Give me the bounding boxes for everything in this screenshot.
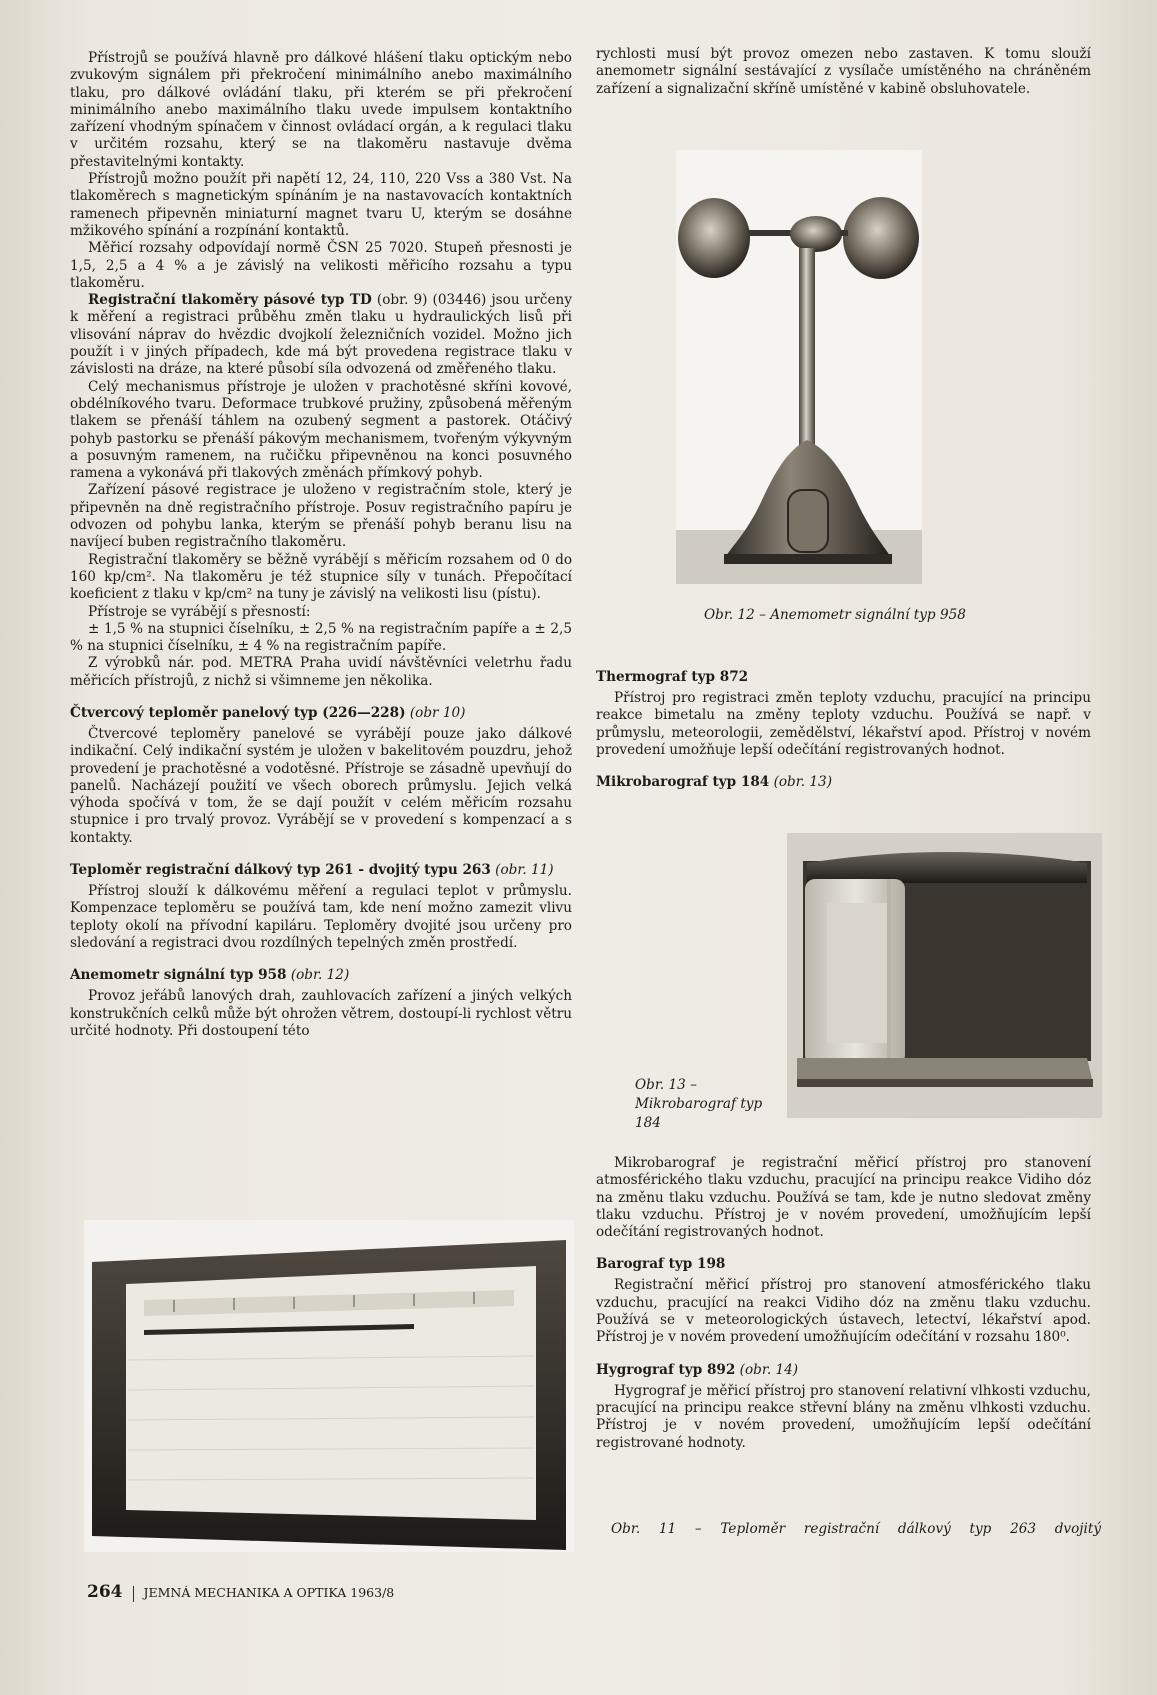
- paragraph: rychlosti musí být provoz omezen nebo zastaven. K tomu slouží anemometr signální sestávající z vysílače umístěného na chráněném zařízení a signalizační skříně umístěné v kabině obsluhovatele.: [596, 46, 1091, 97]
- section-heading: [596, 668, 1091, 686]
- left-column: [70, 50, 572, 1040]
- microbarograph-photo: [787, 833, 1102, 1118]
- heading-text: Anemometr signální typ 958: [70, 967, 287, 984]
- paragraph: Hygrograf je měřicí přístroj pro stanovení relativní vlhkosti vzduchu, pracující na principu reakce střevní blány na změnu vlhkosti vzduchu. Přístroj je v novém provedení, umožňujícím lepší odečítání registrované hodnoty.: [596, 1382, 1091, 1451]
- paragraph-lead: Registrační tlakoměry pásové typ TD: [88, 292, 372, 309]
- section-gap: [70, 952, 572, 966]
- paragraph: Přístrojů možno použít při napětí 12, 24, 110, 220 Vss a 380 Vst. Na tlakoměrech s magnetickým spínáním je na nastavovacích kontaktních ramenech připevněn miniaturní magnet tvaru U, kterým se dosáhne mžikového spínání a rozpínání kontaktů.: [70, 171, 572, 239]
- right-column-bottom: [596, 1155, 1091, 1452]
- heading-text: Mikrobarograf typ 184: [596, 774, 770, 791]
- right-column-top: [596, 46, 1091, 98]
- footer-divider: [133, 1586, 134, 1602]
- figure-reference: (obr. 13): [769, 774, 833, 791]
- section-gap: [70, 690, 572, 704]
- figure-reference: (obr. 11): [490, 862, 554, 879]
- section-heading: [596, 1361, 1091, 1379]
- figure-reference: (obr. 12): [286, 967, 350, 984]
- paragraph: Provoz jeřábů lanových drah, zauhlovacích zařízení a jiných velkých konstrukčních celků může být ohrožen větrem, dostoupí-li rychlost větru určité hodnoty. Při dostoupení této: [70, 988, 572, 1039]
- paragraph: Přístrojů se používá hlavně pro dálkové hlášení tlaku optickým nebo zvukovým signálem při překročení minimálního anebo maximálního tlaku, pro dálkové ovládání tlaku, při kterém se při překročení minimálního anebo maximálního tlaku uvede impulsem kontaktního zařízení vhodným spínačem v činnost ovládací orgán, a k regulaci tlaku v určitém rozsahu, který se na tlakoměru nastavuje dvěma přestavitelnými kontakty.: [70, 50, 572, 170]
- paragraph: Přístroje se vyrábějí s přesností:: [88, 603, 311, 620]
- paragraph: Registrační tlakoměry se běžně vyrábějí s měřicím rozsahem od 0 do 160 kp/cm². Na tlakoměru je též stupnice síly v tunách. Přepočítací koeficient z tlaku v kp/cm² na tuny je závislý na velikosti lisu (pístu).: [70, 551, 572, 603]
- anemometer-photo: [676, 150, 922, 584]
- paragraph-text: (obr. 9) (03446) jsou určeny k měření a registraci průběhu změn tlaku u hydraulických lisů při vlisování náprav do hvězdic dvojkolí železničních vozidel. Možno jich použít i v jiných případech, kde má být provedena registrace tlaku v závislosti na dráze, na které působí síla odvozená od změřeného tlaku.: [70, 292, 572, 378]
- paragraph: Z výrobků nár. pod. METRA Praha uvidí návštěvníci veletrhu řadu měřicích přístrojů, z nichž si všimneme jen několika.: [70, 655, 572, 689]
- section-gap: [596, 759, 1091, 773]
- paragraph: Registrační měřicí přístroj pro stanovení atmosférického tlaku vzduchu, pracující na reakci Vidiho dóz na změnu tlaku vzduchu. Používá se v meteorologických ústavech, letectví, lékařství apod. Přístroj je v novém provedení umožňujícím odečítání v rozsahu 180⁰.: [596, 1277, 1091, 1346]
- section-heading: [70, 861, 572, 879]
- microbarograph-illustration: [787, 833, 1102, 1118]
- section-heading: [596, 773, 1091, 791]
- section-gap: [596, 1347, 1091, 1361]
- journal-title: JEMNÁ MECHANIKA A OPTIKA 1963/8: [143, 1585, 395, 1600]
- paragraph: Přístroj pro registraci změn teploty vzduchu, pracující na principu reakce bimetalu na změny teploty vzduchu. Používá se např. v průmyslu, meteorologii, zemědělství, lékařství apod. Přístroj v novém provedení umožňuje lepší odečítání registrovaných hodnot.: [596, 690, 1091, 758]
- section-heading: [70, 966, 572, 984]
- thermometer-photo: [84, 1220, 574, 1552]
- page-number: 264: [87, 1582, 123, 1602]
- heading-text: Teploměr registrační dálkový typ 261 - dvojitý typu 263: [70, 862, 491, 879]
- heading-text: Barograf typ 198: [596, 1256, 726, 1273]
- anemometer-illustration: [676, 150, 922, 584]
- paragraph: Mikrobarograf je registrační měřicí přístroj pro stanovení atmosférického tlaku vzduchu, pracující na principu reakce Vidiho dóz na změnu tlaku vzduchu. Používá se tam, kde je nutno sledovat změny tlaku vzduchu. Přístroj je v novém provedení, umožňujícím lepší odečítání registrovaných hodnot.: [596, 1155, 1091, 1241]
- paragraph: Celý mechanismus přístroje je uložen v prachotěsné skříni kovové, obdélníkového tvaru. Deformace trubkové pružiny, způsobená měřeným tlakem se přenáší táhlem na ozubený segment a pastorek. Otáčivý pohyb pastorku se přenáší pákovým mechanismem, tvořeným výkyvným a posuvným ramenem, na ručičku připevněnou na konci posuvného ramena a vykonává při tlakových změnách přímkový pohyb.: [70, 378, 572, 482]
- section-gap: [70, 847, 572, 861]
- right-column-mid: [596, 668, 1091, 795]
- paragraph: Zařízení pásové registrace je uloženo v registračním stole, který je připevněn na dně registračního přístroje. Posuv registračního papíru je odvozen od pohybu lanka, kterým se přenáší pohyb beranu lisu na navíjecí buben registračního tlakoměru.: [70, 482, 572, 551]
- section-heading: [596, 1255, 1091, 1273]
- paragraph: Přístroj slouží k dálkovému měření a regulaci teplot v průmyslu. Kompenzace teploměru se používá tam, kde není možno zamezit vlivu teploty okolí na přívodní kapiláru. Teploměry dvojité jsou určeny pro sledování a registraci dvou rozdílných tepelných změn prostředí.: [70, 883, 572, 951]
- figure-reference: (obr 10): [405, 704, 466, 721]
- section-gap: [596, 1241, 1091, 1255]
- paragraph: Měřicí rozsahy odpovídají normě ČSN 25 7020. Stupeň přesnosti je 1,5, 2,5 a 4 % a je závislý na velikosti měřicího rozsahu a typu tlakoměru.: [70, 240, 572, 291]
- thermometer-illustration: [84, 1220, 574, 1552]
- page-footer: [87, 1582, 394, 1602]
- section-heading: [70, 704, 572, 722]
- paragraph: [70, 292, 572, 378]
- paragraph: ± 1,5 % na stupnici číselníku, ± 2,5 % na registračním papíře a ± 2,5 % na stupnici číselníku, ± 4 % na registračním papíře.: [70, 620, 572, 655]
- figure-13-caption: Obr. 13 – Mikrobarograf typ 184: [635, 1077, 763, 1131]
- heading-text: Hygrograf typ 892: [596, 1361, 736, 1378]
- figure-11-caption: Obr. 11 – Teploměr registrační dálkový typ 263 dvojitý: [611, 1521, 1101, 1537]
- paragraph: Čtvercové teploměry panelové se vyrábějí pouze jako dálkové indikační. Celý indikační systém je uložen v bakelitovém pouzdru, jehož provedení je prachotěsné a vodotěsné. Přístroje se zásadně upevňují do panelů. Nacházejí použití ve všech oborech průmyslu. Jejich velká výhoda spočívá v tom, že se dají použít v celém měřicím rozsahu stupnice i pro trvalý provoz. Vyrábějí se v provedení s kompenzací a s kontakty.: [70, 725, 572, 846]
- figure-12-caption: Obr. 12 – Anemometr signální typ 958: [704, 607, 966, 623]
- heading-text: Čtvercový teploměr panelový typ (226—228): [70, 704, 406, 721]
- heading-spacing: [596, 791, 1091, 795]
- heading-text: Thermograf typ 872: [596, 669, 749, 685]
- figure-reference: (obr. 14): [735, 1361, 799, 1378]
